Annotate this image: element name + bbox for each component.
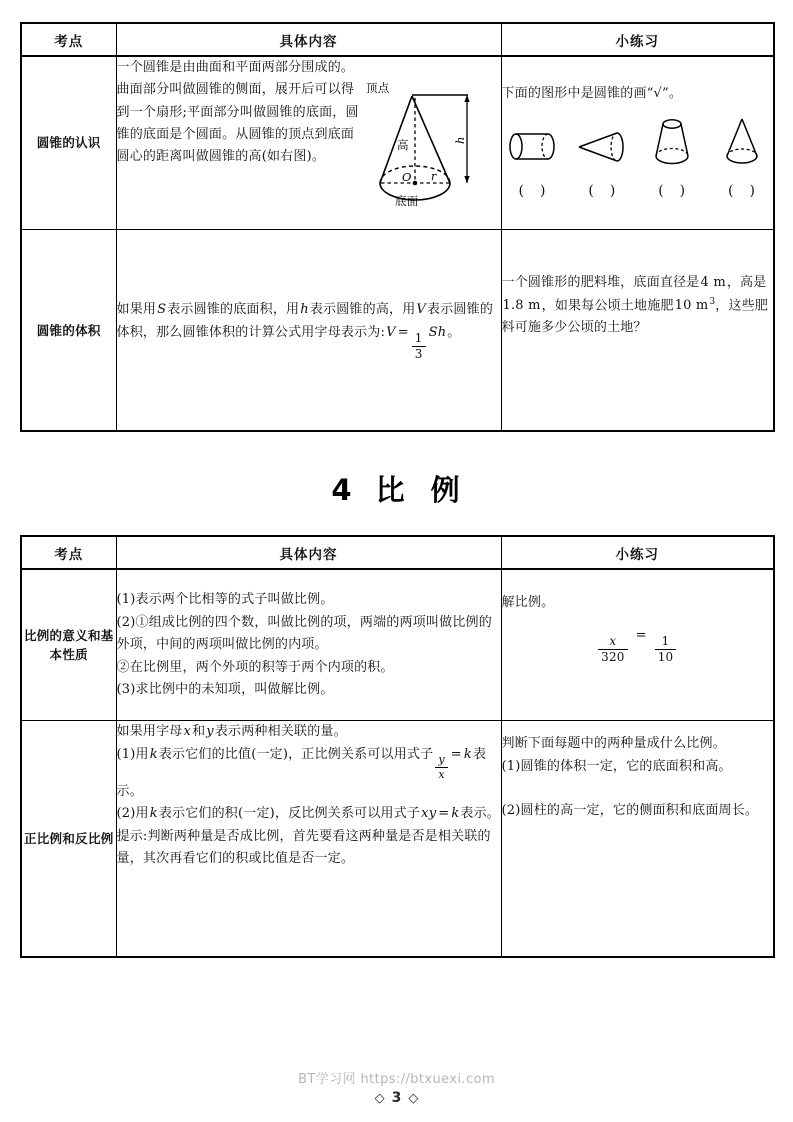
shape-option-frustum[interactable] <box>643 115 701 175</box>
value-height: 1.8 m <box>502 298 541 314</box>
table-header-row <box>21 536 774 569</box>
fraction-numerator: 1 <box>661 634 670 649</box>
text-b: 和 <box>192 724 206 740</box>
fraction-y-over-x <box>435 754 447 781</box>
equals-sign: = <box>438 806 450 822</box>
symbol-s: S <box>157 302 167 318</box>
answer-blank[interactable]: ( ) <box>658 183 687 200</box>
content-cell-cone-volume <box>116 230 501 432</box>
header-content: 具体内容 <box>116 23 501 56</box>
svg-text:高: 高 <box>396 138 409 152</box>
fraction-numerator: x <box>609 634 617 649</box>
svg-text:h: h <box>452 136 467 144</box>
symbol-k: k <box>149 806 158 822</box>
table-row <box>21 721 774 958</box>
svg-text:顶点: 顶点 <box>365 81 389 95</box>
text-suffix: 。 <box>447 324 461 340</box>
exercise-prompt-identify-cone: 下面的图形中是圆锥的画“√”。 <box>501 85 683 101</box>
cone-volume-text <box>117 299 501 361</box>
shape-option-cone-upright[interactable] <box>713 115 771 175</box>
text-c: 表示两种相关联的量。 <box>214 724 347 740</box>
fraction-x-over-320 <box>598 635 627 664</box>
page-number: 3 <box>391 1090 402 1106</box>
table-row <box>21 569 774 721</box>
knowledge-table-proportion <box>20 535 775 958</box>
svg-text:底面: 底面 <box>394 194 418 208</box>
header-content: 具体内容 <box>116 536 501 569</box>
proportion-line-1: (1)表示两个比相等的式子叫做比例。 <box>116 592 334 608</box>
exercise-prompt-solve-proportion: 解比例。 <box>501 595 555 611</box>
direct-inverse-line-1 <box>117 721 501 743</box>
judge-item-1: (1)圆锥的体积一定，它的底面积和高。 <box>501 758 732 774</box>
answer-blank[interactable]: ( ) <box>728 183 756 200</box>
header-exercise: 小练习 <box>501 23 774 56</box>
table-row <box>21 56 774 230</box>
shape-options-row <box>502 113 774 175</box>
content-cell-proportion-meaning <box>116 569 501 721</box>
direct-inverse-tip: 提示:判断两种量是否成比例，首先要看这两种量是否是相关联的量，其次再看它们的积或比值是否一定。 <box>116 828 491 867</box>
fraction-denominator: 320 <box>598 649 627 664</box>
cone-upright-icon <box>713 115 771 167</box>
symbol-y: y <box>206 724 214 740</box>
diamond-right-icon: ◇ <box>408 1091 419 1106</box>
one-third-fraction <box>412 332 426 361</box>
judge-prompt: 判断下面每题中的两种量成什么比例。 <box>501 736 726 752</box>
fraction-1-over-10 <box>655 635 677 664</box>
section-word-1: 比 <box>375 473 407 508</box>
exercise-text-fertilizer <box>502 272 774 339</box>
proportion-equation <box>502 625 774 664</box>
diamond-left-icon: ◇ <box>374 1091 385 1106</box>
value-fertilizer: 10 m <box>674 298 709 314</box>
shape-option-cylinder[interactable] <box>504 123 562 175</box>
value-diameter: 4 m <box>700 275 726 291</box>
formula-lhs: V <box>386 324 396 340</box>
text-c: 表示。 <box>460 806 501 822</box>
symbol-k2: k <box>451 806 460 822</box>
exercise-cell-solve-proportion <box>501 569 774 721</box>
table-header-row <box>21 23 774 56</box>
answer-blank[interactable]: ( ) <box>518 183 547 200</box>
direct-inverse-line-2 <box>117 744 501 804</box>
fraction-numerator: 1 <box>414 331 423 346</box>
cone-definition-text: 一个圆锥是由曲面和平面两部分围成的。曲面部分叫做圆锥的侧面，展开后可以得到一个扇形;平面部分叫做圆锥的底面，圆锥的底面是个圆面。从圆锥的顶点到底面圆心的距离叫做圆锥的高(如右图)。 <box>116 60 359 165</box>
point-label-cone-volume: 圆锥的体积 <box>21 230 116 432</box>
symbol-k: k <box>149 746 158 762</box>
text-mid2: 表示圆锥的高，用 <box>309 302 416 318</box>
content-cell-direct-inverse-proportion <box>116 721 501 958</box>
direct-inverse-line-3 <box>117 803 501 825</box>
answer-blank-row <box>502 179 774 203</box>
exercise-cell-identify-cone <box>501 56 774 230</box>
exercise-cell-fertilizer-pile <box>501 230 774 432</box>
text-b: 表示它们的积(一定)，反比例关系可以用式子 <box>158 806 421 822</box>
table-row <box>21 230 774 432</box>
svg-text:O: O <box>401 170 412 184</box>
header-exercise: 小练习 <box>501 536 774 569</box>
fraction-denominator: x <box>435 767 447 781</box>
fraction-denominator: 10 <box>655 649 677 664</box>
cone-diagram-svg <box>364 71 484 221</box>
answer-blank[interactable]: ( ) <box>588 183 617 200</box>
symbol-h: h <box>300 302 309 318</box>
exercise-cell-judge-proportion <box>501 721 774 958</box>
expression-xy: xy <box>421 806 437 822</box>
equals-sign: = <box>450 746 462 762</box>
frustum-icon <box>643 115 701 167</box>
fraction-numerator: y <box>438 753 445 767</box>
header-point: 考点 <box>21 536 116 569</box>
point-label-proportion-meaning: 比例的意义和基本性质 <box>21 569 116 721</box>
cylinder-icon <box>504 123 562 167</box>
symbol-k2: k <box>463 746 472 762</box>
section-word-2: 例 <box>430 473 462 508</box>
section-number: 4 <box>331 473 354 508</box>
equation-equals: = <box>635 627 647 643</box>
fraction-denominator: 3 <box>412 346 426 361</box>
content-cell-cone-recognition <box>116 56 501 230</box>
exponent-cubic: 3 <box>709 296 716 307</box>
text-b: 表示它们的比值(一定)，正比例关系可以用式子 <box>158 746 434 762</box>
text-a: 如果用字母 <box>116 724 183 740</box>
symbol-v: V <box>416 302 427 318</box>
symbol-x: x <box>183 724 192 740</box>
judge-item-2: (2)圆柱的高一定，它的侧面积和底面周长。 <box>501 803 759 819</box>
svg-text:r: r <box>430 170 436 183</box>
proportion-line-3: ②在比例里，两个外项的积等于两个内项的积。 <box>116 659 394 675</box>
formula-equals: = <box>397 324 409 340</box>
formula-rhs: Sh <box>428 324 447 340</box>
text-c: 表示。 <box>116 746 487 800</box>
cone-sideways-icon <box>573 123 631 167</box>
knowledge-table-cone <box>20 22 775 432</box>
text-line4: ，这些肥料可施多少公顷的土地？ <box>501 298 769 336</box>
text-mid1: 表示圆锥的底面积，用 <box>167 302 300 318</box>
site-watermark: BT学习网 https://btxuexi.com <box>298 1072 495 1087</box>
shape-option-cone-sideways[interactable] <box>573 123 631 175</box>
proportion-line-4: (3)求比例中的未知项，叫做解比例。 <box>116 681 334 697</box>
text-mid3: 表示圆锥的体积，那么圆锥体积的计算公式用字母表示为: <box>116 302 494 340</box>
proportion-line-2: (2)①组成比例的四个数，叫做比例的项，两端的两项叫做比例的外项，中间的两项叫做比例的内项。 <box>116 614 492 653</box>
point-label-direct-inverse-proportion: 正比例和反比例 <box>21 721 116 958</box>
point-label-cone-recognition: 圆锥的认识 <box>21 56 116 230</box>
section-heading <box>20 468 773 509</box>
text-line1: 一个圆锥形的肥料堆，底面直径是 <box>501 275 700 291</box>
cone-diagram <box>364 57 484 229</box>
text-a: (2)用 <box>116 806 149 822</box>
text-prefix: 如果用 <box>116 302 157 318</box>
header-point: 考点 <box>21 23 116 56</box>
text-line3: ，如果每公顷土地施肥 <box>541 298 674 314</box>
text-a: (1)用 <box>116 746 149 762</box>
page-number-footer <box>0 1090 793 1106</box>
text-line2: ，高是 <box>726 275 767 291</box>
